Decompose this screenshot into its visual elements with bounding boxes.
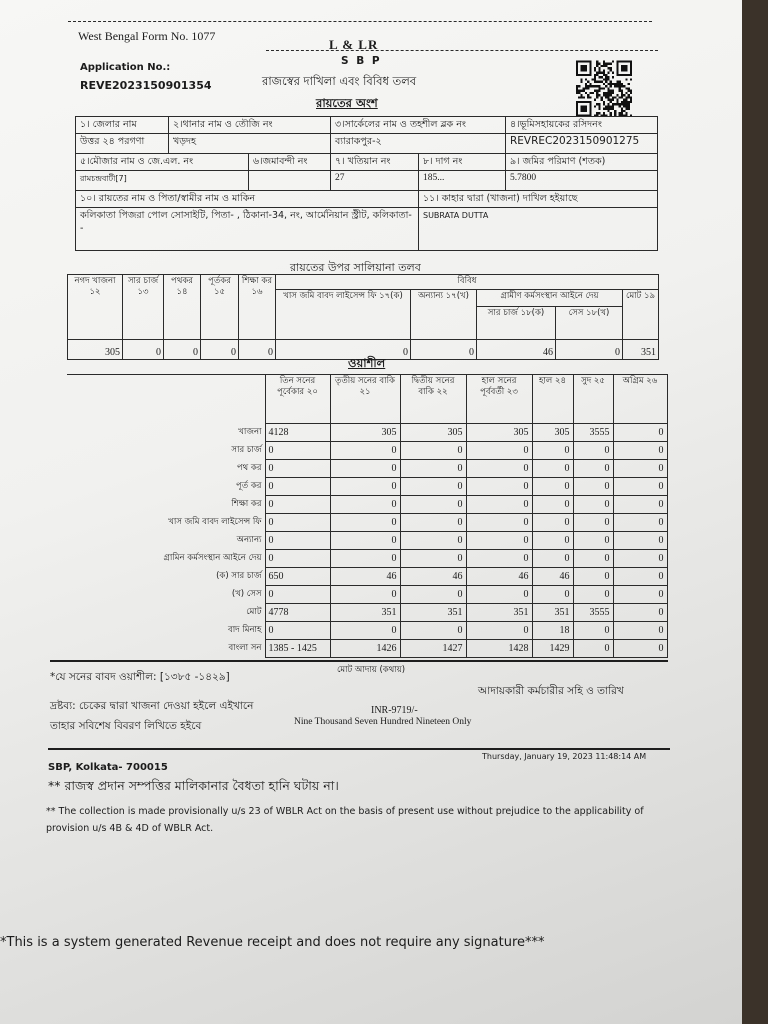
washil-cell: 0 bbox=[330, 460, 400, 478]
washil-row-label: শিক্ষা কর bbox=[231, 498, 262, 509]
washil-cell: 0 bbox=[532, 496, 573, 514]
district-value: উত্তর ২৪ পরগণা bbox=[76, 134, 169, 154]
police-station-label: ২।থানার নাম ও তৌজি নং bbox=[169, 117, 331, 134]
washil-cell: 0 bbox=[532, 532, 573, 550]
washil-cell: 0 bbox=[265, 532, 330, 550]
section-title: রায়তের অংশ bbox=[316, 96, 378, 110]
washil-cell: 0 bbox=[573, 496, 613, 514]
washil-cell: 0 bbox=[613, 442, 667, 460]
washil-cell: 351 bbox=[466, 604, 532, 622]
ownership-disclaimer: ** রাজস্ব প্রদান সম্পত্তির মালিকানার বৈধতা হানি ঘটায় না। bbox=[48, 778, 339, 793]
demand-col-header: পূর্তকর ১৫ bbox=[201, 275, 239, 340]
application-number: REVE2023150901354 bbox=[80, 79, 212, 92]
jamabandi-label: ৬।জমাবন্দী নং bbox=[249, 154, 331, 171]
washil-row-label: খাজনা bbox=[238, 426, 262, 437]
demand-value: 46 bbox=[477, 340, 556, 360]
washil-cell: 0 bbox=[466, 496, 532, 514]
demand-header-row bbox=[68, 275, 659, 290]
washil-table bbox=[67, 374, 668, 658]
washil-row bbox=[67, 514, 667, 532]
washil-cell: 0 bbox=[613, 514, 667, 532]
washil-row bbox=[67, 550, 667, 568]
washil-row-label: বাদ মিনাহ bbox=[227, 624, 262, 635]
department-name: L & LR bbox=[329, 37, 379, 52]
washil-cell: 18 bbox=[532, 622, 573, 640]
washil-row-label: (ক) সার চার্জ bbox=[216, 570, 262, 581]
washil-cell: 0 bbox=[466, 460, 532, 478]
demand-col-header: মোট ১৯ bbox=[623, 290, 659, 340]
washil-corner bbox=[67, 375, 265, 424]
washil-cell: 0 bbox=[265, 550, 330, 568]
washil-header-row bbox=[67, 375, 667, 424]
raiyat-name-label: ১০। রায়তের নাম ও পিতা/স্বামীর নাম ও মাকিন bbox=[76, 191, 419, 208]
washil-cell: 351 bbox=[330, 604, 400, 622]
washil-col-header: সুদ ২৫ bbox=[573, 375, 613, 424]
washil-cell: 0 bbox=[400, 550, 466, 568]
khatian-value: 27 bbox=[331, 171, 419, 191]
total-in-words-label: মোট আদায় (কথায়) bbox=[336, 665, 406, 675]
washil-cell: 0 bbox=[532, 442, 573, 460]
washil-cell: 4778 bbox=[265, 604, 330, 622]
washil-col-header: অগ্রিম ২৬ bbox=[613, 375, 667, 424]
washil-cell: 0 bbox=[532, 478, 573, 496]
washil-cell: 0 bbox=[573, 442, 613, 460]
dag-label: ৮। দাগ নং bbox=[419, 154, 506, 171]
washil-cell: 305 bbox=[330, 424, 400, 442]
washil-cell: 0 bbox=[613, 424, 667, 442]
washil-row bbox=[67, 424, 667, 442]
washil-cell: 0 bbox=[400, 442, 466, 460]
washil-row-label: মোট bbox=[246, 606, 262, 617]
washil-bottom-rule bbox=[50, 660, 668, 662]
washil-cell: 0 bbox=[613, 586, 667, 604]
washil-cell: 0 bbox=[573, 568, 613, 586]
header-dashed-rule bbox=[266, 50, 658, 51]
washil-cell: 0 bbox=[613, 478, 667, 496]
rural-employment-group-header: গ্রামীণ কর্মসংস্থান আইনে দেয় bbox=[477, 290, 623, 307]
washil-cell: 0 bbox=[532, 514, 573, 532]
washil-cell: 0 bbox=[613, 496, 667, 514]
info-value-row bbox=[76, 208, 658, 251]
washil-row bbox=[67, 640, 667, 658]
washil-col-header: হাল ২৪ bbox=[532, 375, 573, 424]
demand-value: 0 bbox=[164, 340, 201, 360]
washil-cell: 0 bbox=[573, 532, 613, 550]
washil-cell: 0 bbox=[573, 586, 613, 604]
washil-cell: 46 bbox=[466, 568, 532, 586]
washil-cell: 351 bbox=[532, 604, 573, 622]
info-label-row bbox=[76, 154, 658, 171]
jamabandi-value bbox=[249, 171, 331, 191]
washil-cell: 0 bbox=[532, 460, 573, 478]
demand-value: 0 bbox=[556, 340, 623, 360]
demand-value: 0 bbox=[411, 340, 477, 360]
office-address: SBP, Kolkata- 700015 bbox=[48, 762, 168, 773]
total-amount-words: Nine Thousand Seven Hundred Nineteen Only bbox=[294, 717, 472, 727]
washil-cell: 0 bbox=[400, 478, 466, 496]
washil-cell: 0 bbox=[466, 478, 532, 496]
washil-cell: 0 bbox=[400, 532, 466, 550]
washil-row-label: পথ কর bbox=[236, 462, 262, 473]
washil-row bbox=[67, 622, 667, 640]
washil-cell: 3555 bbox=[573, 604, 613, 622]
police-station-value: খড়দহ bbox=[169, 134, 331, 154]
washil-cell: 0 bbox=[330, 586, 400, 604]
collector-signature-label: আদায়কারী কর্মচারীর সহি ও তারিখ bbox=[478, 685, 624, 697]
washil-cell: 0 bbox=[400, 496, 466, 514]
washil-cell: 0 bbox=[466, 514, 532, 532]
washil-col-header: তৃতীয় সনের বাকি ২১ bbox=[330, 375, 400, 424]
demand-value: 0 bbox=[239, 340, 276, 360]
washil-cell: 0 bbox=[573, 550, 613, 568]
washil-cell: 0 bbox=[613, 460, 667, 478]
washil-cell: 0 bbox=[330, 478, 400, 496]
washil-cell: 1385 - 1425 bbox=[265, 640, 330, 658]
washil-row-label: বাংলা সন bbox=[228, 642, 262, 653]
demand-col-header: অন্যান্য ১৭(খ) bbox=[411, 290, 477, 340]
land-area-label: ৯। জমির পরিমাণ (শতক) bbox=[506, 154, 658, 171]
receipt-title: রাজস্বের দাখিলা এবং বিবিধ তলব bbox=[262, 74, 417, 88]
washil-cell: 0 bbox=[466, 622, 532, 640]
washil-cell: 0 bbox=[265, 478, 330, 496]
info-value-row bbox=[76, 171, 658, 191]
receipt-timestamp: Thursday, January 19, 2023 11:48:14 AM bbox=[482, 752, 647, 761]
paid-by-label: ১১। কাহার দ্বারা (খাজনা) দাখিল হইয়াছে bbox=[419, 191, 658, 208]
washil-cell: 0 bbox=[613, 640, 667, 658]
office-code: S B P bbox=[341, 55, 382, 67]
receipt-number-value: REVREC2023150901275 bbox=[506, 134, 658, 154]
washil-cell: 0 bbox=[330, 532, 400, 550]
washil-cell: 0 bbox=[265, 496, 330, 514]
washil-cell: 0 bbox=[400, 586, 466, 604]
demand-col-header: সার চার্জ ১৩ bbox=[123, 275, 164, 340]
mouza-label: ৫।মৌজার নাম ও জে.এল. নং bbox=[76, 154, 249, 171]
washil-cell: 46 bbox=[400, 568, 466, 586]
washil-cell: 1429 bbox=[532, 640, 573, 658]
washil-row-label: (খ) সেস bbox=[231, 588, 262, 599]
washil-col-header: দ্বিতীয় সনের বাকি ২২ bbox=[400, 375, 466, 424]
system-generated-note: *This is a system generated Revenue receipt and does not require any signature*** bbox=[0, 935, 545, 950]
collection-disclaimer: ** The collection is made provisionally u/s 23 of WBLR Act on the basis of present use without prejudice to the applicability of provision u/s 4B & 4D of WBLR Act. bbox=[46, 806, 644, 834]
washil-cell: 0 bbox=[532, 550, 573, 568]
washil-cell: 46 bbox=[532, 568, 573, 586]
raiyat-info-table bbox=[75, 116, 658, 251]
washil-row-label: খাস জমি বাবদ লাইসেন্স ফি bbox=[168, 516, 262, 527]
dag-value: 185... bbox=[419, 171, 506, 191]
washil-cell: 305 bbox=[400, 424, 466, 442]
washil-cell: 0 bbox=[466, 586, 532, 604]
washil-cell: 0 bbox=[330, 514, 400, 532]
washil-cell: 0 bbox=[330, 496, 400, 514]
washil-cell: 0 bbox=[265, 622, 330, 640]
washil-cell: 0 bbox=[573, 478, 613, 496]
washil-cell: 305 bbox=[466, 424, 532, 442]
receipt-number-label: ৪।ভূমিসহায়কের রসিদনং bbox=[506, 117, 658, 134]
demand-col-header: পথকর ১৪ bbox=[164, 275, 201, 340]
washil-row bbox=[67, 532, 667, 550]
washil-cell: 650 bbox=[265, 568, 330, 586]
land-area-value: 5.7800 bbox=[506, 171, 658, 191]
washil-col-header: তিন সনের পূর্বেকার ২০ bbox=[265, 375, 330, 424]
demand-value: 351 bbox=[623, 340, 659, 360]
demand-value: 0 bbox=[276, 340, 411, 360]
washil-cell: 1426 bbox=[330, 640, 400, 658]
demand-col-header: খাস জমি বাবদ লাইসেন্স ফি ১৭(ক) bbox=[276, 290, 411, 340]
washil-cell: 0 bbox=[265, 514, 330, 532]
demand-col-header: শিক্ষা কর ১৬ bbox=[239, 275, 276, 340]
mouza-value: রামচন্দ্রবাটী[7] bbox=[76, 171, 249, 191]
washil-row-label: অন্যান্য bbox=[236, 534, 262, 545]
washil-row-label: সার চার্জ bbox=[231, 444, 262, 455]
raiyat-name-value: কলিকাতা পিজরা পোল সোসাইটি, পিতা- , ঠিকানা-34, নং, আর্মেনিয়ান স্ট্রীট, কলিকাতা-- bbox=[76, 208, 419, 251]
washil-cell: 305 bbox=[532, 424, 573, 442]
info-value-row bbox=[76, 134, 658, 154]
washil-cell: 0 bbox=[613, 532, 667, 550]
washil-cell: 1427 bbox=[400, 640, 466, 658]
washil-cell: 0 bbox=[613, 550, 667, 568]
washil-cell: 0 bbox=[613, 568, 667, 586]
application-number-label: Application No.: bbox=[80, 62, 171, 73]
qr-code bbox=[576, 60, 632, 117]
demand-value: 305 bbox=[68, 340, 123, 360]
washil-cell: 0 bbox=[466, 442, 532, 460]
washil-row bbox=[67, 568, 667, 586]
demand-col-header: সেস ১৮(খ) bbox=[556, 307, 623, 340]
washil-cell: 0 bbox=[613, 604, 667, 622]
washil-years-note: *যে সনের বাবদ ওয়াশীল: [১৩৮৫ -১৪২৯] bbox=[50, 671, 230, 683]
washil-row bbox=[67, 442, 667, 460]
washil-cell: 0 bbox=[265, 460, 330, 478]
washil-row bbox=[67, 478, 667, 496]
total-amount: INR-9719/- bbox=[371, 705, 418, 716]
top-dashed-rule bbox=[68, 21, 652, 22]
washil-cell: 0 bbox=[532, 586, 573, 604]
washil-row bbox=[67, 604, 667, 622]
washil-row bbox=[67, 586, 667, 604]
washil-row bbox=[67, 460, 667, 478]
washil-cell: 0 bbox=[265, 586, 330, 604]
demand-value: 0 bbox=[123, 340, 164, 360]
info-label-row bbox=[76, 117, 658, 134]
washil-cell: 0 bbox=[573, 460, 613, 478]
form-number: West Bengal Form No. 1077 bbox=[78, 29, 216, 43]
demand-value: 0 bbox=[201, 340, 239, 360]
demand-col-header: সার চার্জ ১৮(ক) bbox=[477, 307, 556, 340]
washil-cell: 0 bbox=[400, 460, 466, 478]
washil-cell: 1428 bbox=[466, 640, 532, 658]
circle-value: ব্যারাকপুর-২ bbox=[331, 134, 506, 154]
washil-cell: 0 bbox=[573, 622, 613, 640]
khatian-label: ৭। খতিয়ান নং bbox=[331, 154, 419, 171]
washil-cell: 0 bbox=[573, 640, 613, 658]
info-label-row bbox=[76, 191, 658, 208]
washil-row-label: গ্রামিন কর্মসংস্থান আইনে দেয় bbox=[163, 552, 262, 563]
washil-cell: 0 bbox=[330, 442, 400, 460]
washil-cell: 0 bbox=[400, 514, 466, 532]
washil-row-label: পূর্ত কর bbox=[236, 480, 262, 491]
washil-row bbox=[67, 496, 667, 514]
washil-cell: 0 bbox=[330, 550, 400, 568]
washil-cell: 4128 bbox=[265, 424, 330, 442]
district-label: ১। জেলার নাম bbox=[76, 117, 169, 134]
washil-cell: 0 bbox=[466, 550, 532, 568]
washil-col-header: হাল সনের পূর্ববর্তী ২৩ bbox=[466, 375, 532, 424]
washil-cell: 0 bbox=[265, 442, 330, 460]
washil-cell: 3555 bbox=[573, 424, 613, 442]
demand-col-header: নগদ খাজনা ১২ bbox=[68, 275, 123, 340]
annual-demand-table bbox=[67, 274, 659, 360]
paid-by-value: SUBRATA DUTTA bbox=[419, 208, 658, 251]
washil-cell: 0 bbox=[573, 514, 613, 532]
washil-cell: 0 bbox=[613, 622, 667, 640]
washil-cell: 0 bbox=[330, 622, 400, 640]
washil-cell: 46 bbox=[330, 568, 400, 586]
washil-cell: 351 bbox=[400, 604, 466, 622]
cheque-payment-note: দ্রষ্টব্য: চেকের দ্বারা খাজনা দেওয়া হইলে এইখানে তাহার সবিশেষ বিবরণ লিখিতে হইবে bbox=[50, 700, 254, 732]
washil-cell: 0 bbox=[400, 622, 466, 640]
annual-demand-title: রায়তের উপর সালিয়ানা তলব bbox=[290, 261, 421, 274]
misc-group-header: বিবিধ bbox=[276, 275, 659, 290]
washil-cell: 0 bbox=[466, 532, 532, 550]
footer-rule bbox=[48, 748, 670, 750]
circle-label: ৩।সার্কেলের নাম ও তহশীল ব্লক নং bbox=[331, 117, 506, 134]
washil-title: ওয়াশীল bbox=[348, 356, 386, 370]
